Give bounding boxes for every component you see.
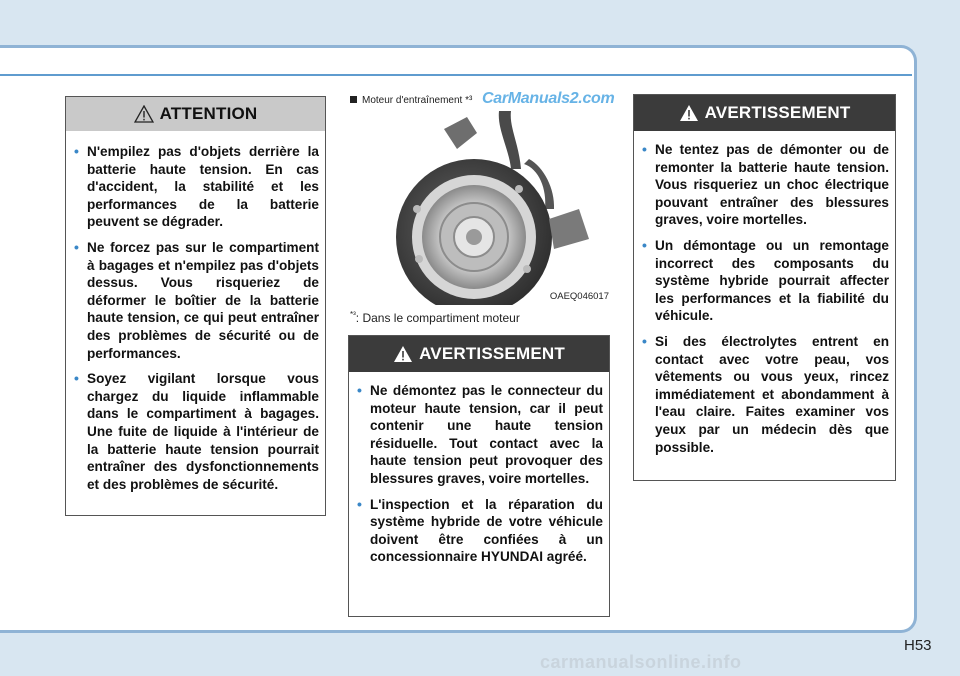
watermark: CarManuals2.com	[482, 90, 615, 107]
figure-footnote: $^{*^3}$: Dans le compartiment moteur	[350, 310, 520, 325]
footer-watermark: carmanualsonline.info	[540, 652, 742, 672]
warning-bullet: • Ne tentez pas de démonter ou de remonter la batterie haute tension. Vous risqueriez un choc électrique pouvant entraîner des blessures graves, voire mortelles.	[642, 141, 889, 228]
warning-bullet: • Ne démontez pas le connecteur du moteur haute tension, car il peut contenir une haute tension résiduelle. Tout contact avec la haute tension peut provoquer des blessures graves, voire mortelles.	[357, 382, 603, 486]
bullet-dot-icon: •	[357, 495, 362, 512]
warning-bullet: • Si des électrolytes entrent en contact avec votre peau, vos vêtements ou vous yeux, rincez immédiatement et abondamment à l'eau claire. Faites examiner vos yeux par un médecin dès que possible.	[642, 332, 889, 455]
bullet-dot-icon: •	[642, 332, 647, 349]
square-bullet-icon	[350, 96, 357, 103]
warning-outline-icon	[134, 105, 154, 123]
warning-title: AVERTISSEMENT	[704, 103, 851, 122]
warning-box-right	[633, 94, 896, 481]
figure-code: OAEQ046017	[549, 291, 609, 302]
bullet-dot-icon: •	[642, 236, 647, 253]
header-rule	[0, 74, 912, 76]
attention-title: ATTENTION	[159, 104, 258, 123]
warning-bullet: • L'inspection et la réparation du système hybride de votre véhicule doivent être confiées à un concessionnaire HYUNDAI agréé.	[357, 495, 603, 565]
warning-bullet: • Un démontage ou un remontage incorrect des composants du système hybride pourrait affecter les performances et la fiabilité du véhicule.	[642, 236, 889, 324]
page-number: H53	[904, 637, 932, 654]
electric-motor-drawing	[349, 109, 613, 305]
attention-bullet: • N'empilez pas d'objets derrière la batterie haute tension. En cas d'accident, la stabilité et les performances de la batterie peuvent se dégrader.	[74, 143, 319, 230]
warning-header	[634, 95, 895, 131]
attention-box	[65, 96, 326, 516]
warning-icon	[679, 104, 699, 122]
figure-caption: Moteur d'entraînement *³	[350, 95, 472, 109]
attention-header	[66, 97, 325, 131]
warning-title: AVERTISSEMENT	[419, 344, 565, 363]
bullet-dot-icon: •	[642, 141, 647, 157]
motor-illustration	[349, 109, 613, 305]
bullet-dot-icon: •	[357, 382, 362, 398]
attention-bullet: • Ne forcez pas sur le compartiment à bagages et n'empilez pas d'objets dessus. Vous risqueriez de déformer le boîtier de la batterie haute tension, ce qui peut entraîner des problèmes de sécurité ou de performances.	[74, 238, 319, 361]
attention-bullet: • Soyez vigilant lorsque vous chargez du liquide inflammable dans le compartiment à bagages. Une fuite de liquide à l'intérieur de la batterie haute tension pourrait entraîner des dysfonctionnements et des problèmes de sécurité.	[74, 370, 319, 492]
bullet-dot-icon: •	[74, 238, 79, 255]
warning-box-center	[348, 335, 610, 617]
warning-icon	[393, 345, 413, 363]
bullet-dot-icon: •	[74, 143, 79, 159]
bullet-dot-icon: •	[74, 370, 79, 387]
warning-header	[349, 336, 609, 372]
